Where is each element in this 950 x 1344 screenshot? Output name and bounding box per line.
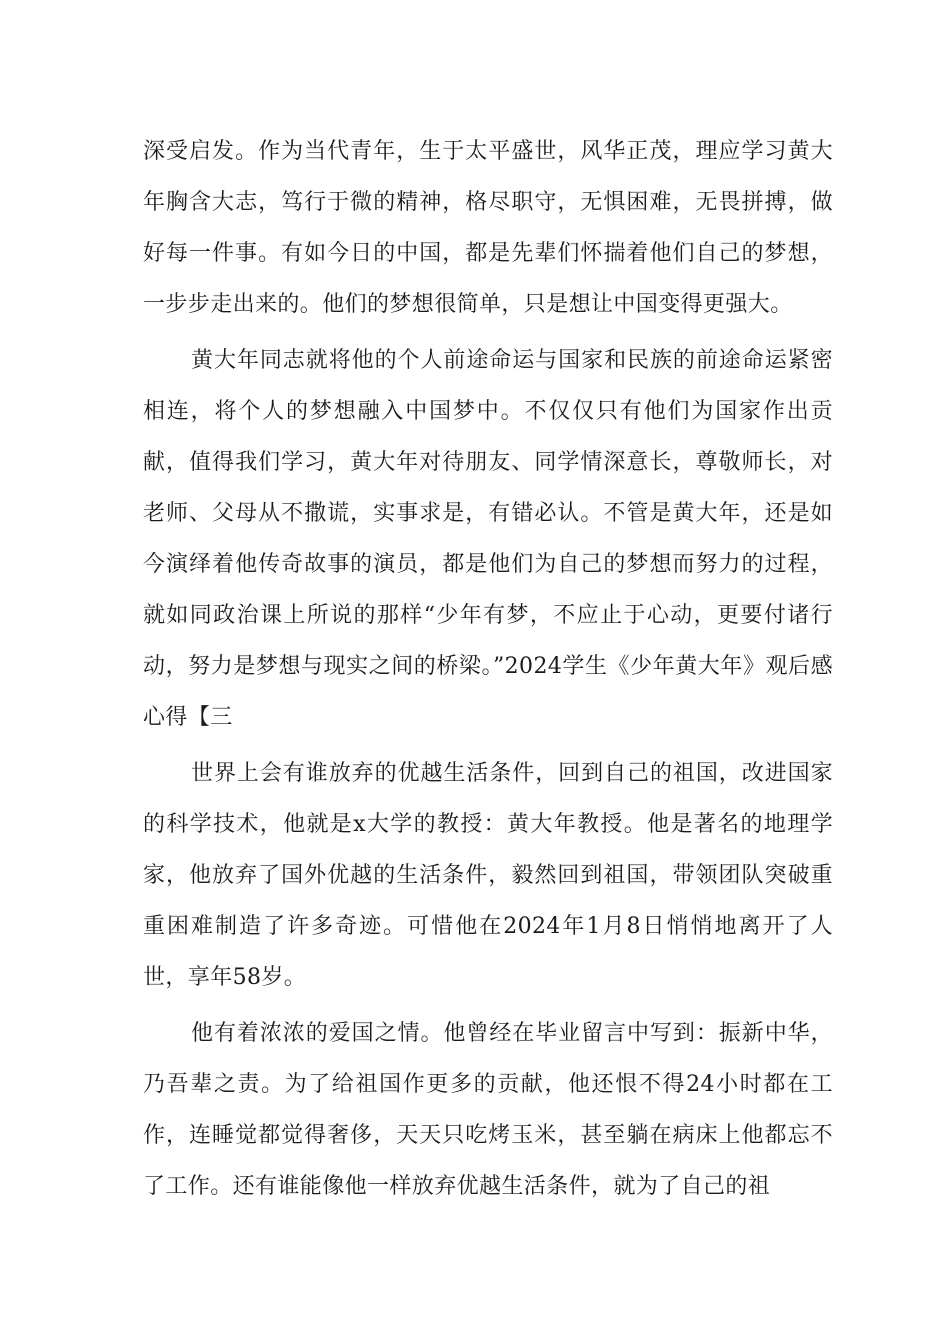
paragraph-1: 深受启发。作为当代青年，生于太平盛世，风华正茂，理应学习黄大年胸含大志，笃行于微的精神，格尽职守，无惧困难，无畏拼搏，做好每一件事。有如今日的中国，都是先辈们怀揣着他们自己的梦想，一步步走出来的。他们的梦想很简单，只是想让中国变得更强大。 [143,139,833,317]
paragraph-3: 世界上会有谁放弃的优越生活条件，回到自己的祖国，改进国家的科学技术，他就是x大学的教授：黄大年教授。他是著名的地理学家，他放弃了国外优越的生活条件，毅然回到祖国，带领团队突破重重困难制造了许多奇迹。可惜他在2024年1月8日悄悄地离开了人世，享年58岁。 [143,761,833,990]
document-body [143,126,833,1212]
paragraph-4: 他有着浓浓的爱国之情。他曾经在毕业留言中写到：振新中华，乃吾辈之责。为了给祖国作更多的贡献，他还恨不得24小时都在工作，连睡觉都觉得奢侈，天天只吃烤玉米，甚至躺在病床上他都忘不了工作。还有谁能像他一样放弃优越生活条件，就为了自己的祖 [143,1021,833,1199]
paragraph-2: 黄大年同志就将他的个人前途命运与国家和民族的前途命运紧密相连，将个人的梦想融入中国梦中。不仅仅只有他们为国家作出贡献，值得我们学习，黄大年对待朋友、同学情深意长，尊敬师长，对老师、父母从不撒谎，实事求是，有错必认。不管是黄大年，还是如今演绎着他传奇故事的演员，都是他们为自己的梦想而努力的过程，就如同政治课上所说的那样“少年有梦，不应止于心动，更要付诸行动，努力是梦想与现实之间的桥梁。”2024学生《少年黄大年》观后感心得【三 [143,348,833,730]
